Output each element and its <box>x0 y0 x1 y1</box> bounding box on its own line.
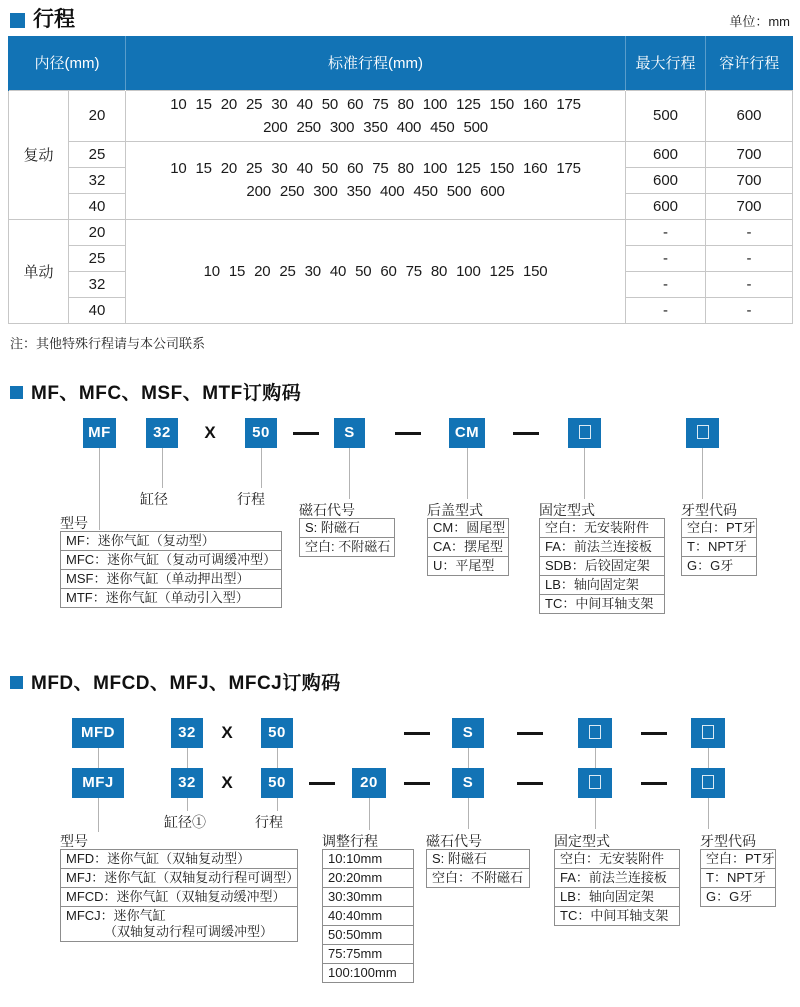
connector-line <box>468 748 469 768</box>
allowed-stroke-cell: 600 <box>706 90 793 141</box>
list-item: 10:10mm <box>322 849 414 869</box>
bore-label: 缸径① <box>164 814 206 830</box>
max-stroke-cell: 500 <box>626 90 706 141</box>
section-bullet-icon <box>10 13 25 28</box>
max-stroke-cell: - <box>626 219 706 245</box>
list-item: 空白：不附磁石 <box>426 868 530 888</box>
strokes-cell <box>126 90 626 141</box>
connector-line <box>187 798 188 811</box>
section-bullet-icon <box>10 676 23 689</box>
dash-separator <box>404 782 430 785</box>
list-item: MSF：迷你气缸（单动押出型） <box>60 569 282 589</box>
list-item: 空白: 不附磁石 <box>299 537 395 557</box>
code-box-mount-blank-row2 <box>578 768 612 798</box>
list-item: FA：前法兰连接板 <box>554 868 680 888</box>
x-separator: X <box>204 423 216 442</box>
mount-list <box>539 518 665 614</box>
code-box-stroke: 50 <box>245 418 277 448</box>
table-row <box>9 219 793 245</box>
adjust-stroke-list <box>322 849 414 983</box>
max-stroke-cell: - <box>626 297 706 323</box>
list-item: S: 附磁石 <box>426 849 530 869</box>
max-stroke-cell: 600 <box>626 193 706 219</box>
list-item: 空白：无安装附件 <box>539 518 665 538</box>
strokes-line: 200 250 300 350 400 450 500 600 <box>246 183 505 200</box>
order-code-2-title <box>10 668 341 695</box>
strokes-line: 200 250 300 350 400 450 500 <box>263 118 488 136</box>
bore-cell: 32 <box>69 271 126 297</box>
max-stroke-cell: 600 <box>626 141 706 167</box>
model-list <box>60 849 298 942</box>
dash-separator <box>513 432 539 435</box>
allowed-stroke-cell: - <box>706 297 793 323</box>
blank-code-icon <box>702 775 714 789</box>
stroke-label: 行程 <box>237 491 265 507</box>
code-box-bore: 32 <box>146 418 178 448</box>
max-stroke-cell: - <box>626 271 706 297</box>
list-item: G：G牙 <box>700 887 776 907</box>
list-item-line1: MFCJ：迷你气缸 <box>66 908 166 923</box>
thread-list-title: 牙型代码 <box>700 833 756 849</box>
thread-list <box>681 518 757 576</box>
code-box-thread-blank-row2 <box>691 768 725 798</box>
dash-separator <box>641 732 667 735</box>
blank-code-icon <box>589 775 601 789</box>
list-item: 40:40mm <box>322 906 414 926</box>
list-item: T：NPT牙 <box>700 868 776 888</box>
list-item: 30:30mm <box>322 887 414 907</box>
col-header-max-stroke: 最大行程 <box>626 36 706 90</box>
code-box-thread-blank-row1 <box>691 718 725 748</box>
stroke-section-header <box>0 0 800 36</box>
table-row <box>9 90 793 141</box>
connector-line <box>702 448 703 499</box>
list-item: T：NPT牙 <box>681 537 757 557</box>
mount-list-title: 固定型式 <box>554 833 610 849</box>
list-item <box>60 906 298 942</box>
x-separator: X <box>221 773 233 792</box>
bore-cell: 40 <box>69 193 126 219</box>
code-box-model-row1: MFD <box>72 718 124 748</box>
dash-separator <box>517 732 543 735</box>
allowed-stroke-cell: - <box>706 271 793 297</box>
list-item: MFC：迷你气缸（复动可调缓冲型） <box>60 550 282 570</box>
allowed-stroke-cell: 700 <box>706 193 793 219</box>
magnet-list <box>426 849 530 888</box>
connector-line <box>584 448 585 499</box>
connector-line <box>595 748 596 768</box>
connector-line <box>369 798 370 830</box>
code-box-stroke-row2: 50 <box>261 768 293 798</box>
code-box-bore-row1: 32 <box>171 718 203 748</box>
unit-label: 单位：mm <box>729 14 790 29</box>
dash-separator <box>395 432 421 435</box>
section-bullet-icon <box>10 386 23 399</box>
code-box-mount-blank <box>568 418 601 448</box>
connector-line <box>187 748 188 768</box>
list-item: MFJ：迷你气缸（双轴复动行程可调型） <box>60 868 298 888</box>
blank-code-icon <box>579 425 591 439</box>
list-item: MF：迷你气缸（复动型） <box>60 531 282 551</box>
list-item: 75:75mm <box>322 944 414 964</box>
mount-list-title: 固定型式 <box>539 502 595 518</box>
list-item: MTF：迷你气缸（单动引入型） <box>60 588 282 608</box>
thread-list-title: 牙型代码 <box>681 502 737 518</box>
magnet-list-title: 磁石代号 <box>299 502 355 518</box>
connector-line <box>277 748 278 768</box>
strokes-line: 10 15 20 25 30 40 50 60 75 80 100 125 150 <box>203 262 548 280</box>
list-item: G：G牙 <box>681 556 757 576</box>
model-list-title: 型号 <box>60 833 88 849</box>
bore-cell: 20 <box>69 90 126 141</box>
list-item: FA：前法兰连接板 <box>539 537 665 557</box>
cap-list <box>427 518 509 576</box>
list-item: 50:50mm <box>322 925 414 945</box>
list-item-line2: （双轴复动行程可调缓冲型） <box>104 924 274 939</box>
blank-code-icon <box>589 725 601 739</box>
x-separator: X <box>221 723 233 742</box>
col-header-standard-stroke: 标准行程(mm) <box>126 36 626 90</box>
model-list <box>60 531 282 608</box>
dash-separator <box>309 782 335 785</box>
dash-separator <box>293 432 319 435</box>
bore-cell: 20 <box>69 219 126 245</box>
order-code-2-diagram <box>0 705 800 1005</box>
connector-line <box>277 798 278 811</box>
order-code-1-title <box>10 378 301 405</box>
connector-line <box>467 448 468 499</box>
table-header-row <box>9 36 793 90</box>
code-box-bore-row2: 32 <box>171 768 203 798</box>
list-item: CA：摆尾型 <box>427 537 509 557</box>
list-item: 100:100mm <box>322 963 414 983</box>
cap-list-title: 后盖型式 <box>427 502 483 518</box>
strokes-cell <box>126 141 626 219</box>
list-item: LB：轴向固定架 <box>554 887 680 907</box>
blank-code-icon <box>697 425 709 439</box>
bore-cell: 25 <box>69 245 126 271</box>
allowed-stroke-cell: 700 <box>706 141 793 167</box>
code-box-magnet: S <box>334 418 365 448</box>
table-row <box>9 141 793 167</box>
dash-separator <box>517 782 543 785</box>
list-item: U：平尾型 <box>427 556 509 576</box>
code-box-cap: CM <box>449 418 485 448</box>
code-box-stroke-row1: 50 <box>261 718 293 748</box>
connector-line <box>349 448 350 499</box>
strokes-line: 10 15 20 25 30 40 50 60 75 80 100 125 150 160 175 <box>170 160 581 177</box>
col-header-bore: 内径(mm) <box>9 36 126 90</box>
allowed-stroke-cell: - <box>706 219 793 245</box>
order-code-1-diagram <box>0 405 800 667</box>
list-item: SDB：后铰固定架 <box>539 556 665 576</box>
code-box-magnet-row1: S <box>452 718 484 748</box>
magnet-list <box>299 518 395 557</box>
strokes-line: 10 15 20 25 30 40 50 60 75 80 100 125 150 160 175 <box>170 95 581 113</box>
magnet-list-title: 磁石代号 <box>426 833 482 849</box>
list-item: S: 附磁石 <box>299 518 395 538</box>
adjust-list-title: 调整行程 <box>322 833 378 849</box>
code-box-thread-blank <box>686 418 719 448</box>
page-title: 行程 <box>33 8 75 31</box>
connector-line <box>98 798 99 832</box>
blank-code-icon <box>702 725 714 739</box>
col-header-allowed-stroke: 容许行程 <box>706 36 793 90</box>
stroke-table <box>8 36 793 324</box>
connector-line <box>162 448 163 488</box>
thread-list <box>700 849 776 907</box>
allowed-stroke-cell: - <box>706 245 793 271</box>
group-label-double-acting: 复动 <box>9 90 69 219</box>
code-box-model: MF <box>83 418 116 448</box>
connector-line <box>595 798 596 829</box>
code-box-model-row2: MFJ <box>72 768 124 798</box>
max-stroke-cell: - <box>626 245 706 271</box>
connector-line <box>98 748 99 768</box>
allowed-stroke-cell: 700 <box>706 167 793 193</box>
bore-label: 缸径 <box>140 491 168 507</box>
dash-separator <box>404 732 430 735</box>
section-title-text: MF、MFC、MSF、MTF订购码 <box>31 383 302 404</box>
connector-line <box>468 798 469 829</box>
mount-list <box>554 849 680 926</box>
code-box-magnet-row2: S <box>452 768 484 798</box>
list-item: TC：中间耳轴支架 <box>554 906 680 926</box>
list-item: TC：中间耳轴支架 <box>539 594 665 614</box>
group-label-single-acting: 单动 <box>9 219 69 323</box>
bore-cell: 32 <box>69 167 126 193</box>
stroke-label: 行程 <box>255 814 283 830</box>
section-title-text: MFD、MFCD、MFJ、MFCJ订购码 <box>31 673 341 694</box>
list-item: 空白：无安装附件 <box>554 849 680 869</box>
table-note: 注：其他特殊行程请与本公司联系 <box>10 335 206 351</box>
list-item: 空白：PT牙 <box>700 849 776 869</box>
list-item: 20:20mm <box>322 868 414 888</box>
dash-separator <box>641 782 667 785</box>
code-box-adjust-row2: 20 <box>352 768 386 798</box>
code-box-mount-blank-row1 <box>578 718 612 748</box>
connector-line <box>261 448 262 488</box>
bore-cell: 25 <box>69 141 126 167</box>
model-list-title: 型号 <box>60 515 88 531</box>
connector-line <box>708 798 709 829</box>
max-stroke-cell: 600 <box>626 167 706 193</box>
list-item: CM：圆尾型 <box>427 518 509 538</box>
list-item: MFD：迷你气缸（双轴复动型） <box>60 849 298 869</box>
connector-line <box>99 448 100 530</box>
bore-cell: 40 <box>69 297 126 323</box>
strokes-cell <box>126 219 626 323</box>
list-item: MFCD：迷你气缸（双轴复动缓冲型） <box>60 887 298 907</box>
list-item: LB：轴向固定架 <box>539 575 665 595</box>
list-item: 空白：PT牙 <box>681 518 757 538</box>
connector-line <box>708 748 709 768</box>
